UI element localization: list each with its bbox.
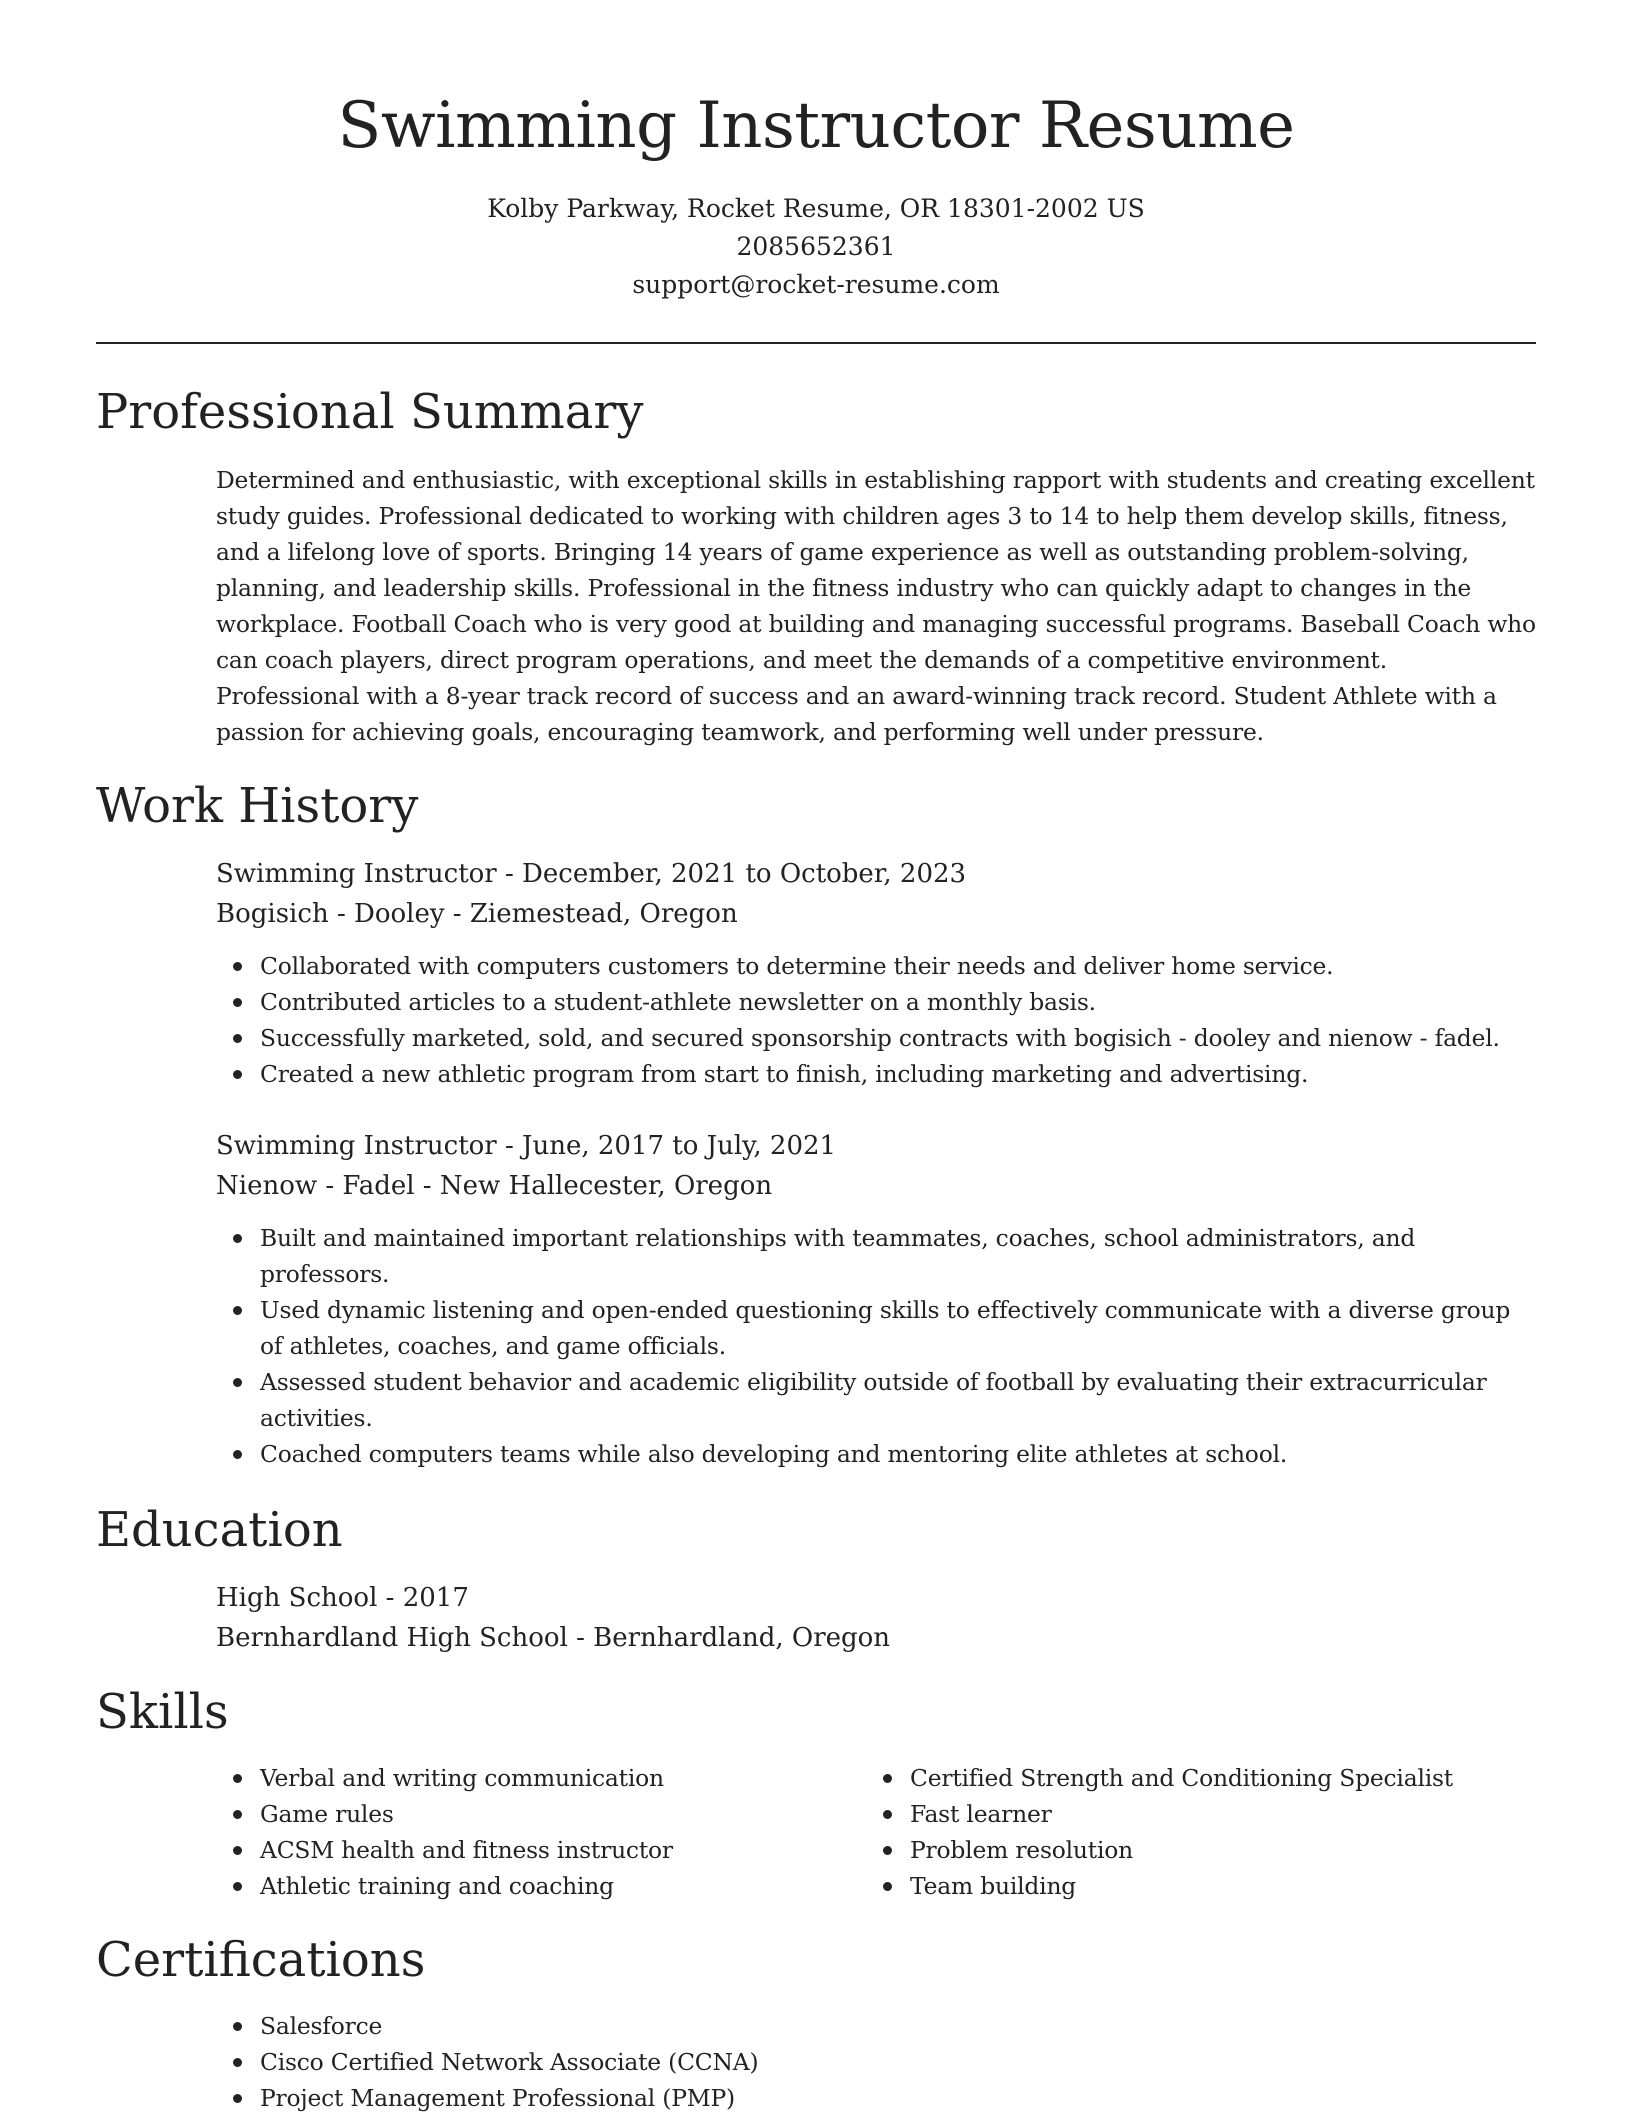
education-degree-line xyxy=(216,1578,1536,1618)
job-company: Nienow - Fadel xyxy=(216,1171,415,1201)
certification-item: Salesforce xyxy=(216,2008,1536,2044)
skill-item: ACSM health and fitness instructor xyxy=(216,1832,856,1868)
job-entry xyxy=(216,1126,1536,1206)
list-item: Built and maintained important relationships with teammates, coaches, school administrators, and professors. xyxy=(216,1220,1536,1292)
skill-item: Athletic training and coaching xyxy=(216,1868,856,1904)
education-year: - 2017 xyxy=(377,1583,469,1613)
list-item: Created a new athletic program from start to finish, including marketing and advertising. xyxy=(216,1056,1536,1092)
certifications-list xyxy=(216,2008,1536,2112)
job-location: - Ziemestead, Oregon xyxy=(444,899,738,929)
job-company-line xyxy=(216,1166,1536,1206)
skill-item: Team building xyxy=(866,1868,1536,1904)
skill-item: Verbal and writing communication xyxy=(216,1760,856,1796)
contact-phone: 2085652361 xyxy=(736,232,896,261)
job-title-line xyxy=(216,1126,1536,1166)
skill-item: Fast learner xyxy=(866,1796,1536,1832)
header-divider xyxy=(96,342,1536,344)
job-dates: - December, 2021 to October, 2023 xyxy=(496,859,967,889)
education-degree: High School xyxy=(216,1583,378,1613)
list-item: Collaborated with computers customers to determine their needs and deliver home service. xyxy=(216,948,1536,984)
certification-item: Cisco Certified Network Associate (CCNA) xyxy=(216,2044,1536,2080)
job-location: - New Hallecester, Oregon xyxy=(414,1171,773,1201)
job-bullets xyxy=(216,1220,1536,1472)
job-dates: - June, 2017 to July, 2021 xyxy=(496,1131,837,1161)
education-school-line xyxy=(216,1618,1536,1658)
contact-address: Kolby Parkway, Rocket Resume, OR 18301-2002 US xyxy=(487,194,1145,223)
contact-email: support@rocket-resume.com xyxy=(632,270,1000,299)
list-item: Contributed articles to a student-athlete newsletter on a monthly basis. xyxy=(216,984,1536,1020)
skill-item: Game rules xyxy=(216,1796,856,1832)
education-location: - Bernhardland, Oregon xyxy=(567,1623,891,1653)
skill-item: Certified Strength and Conditioning Specialist xyxy=(866,1760,1536,1796)
summary-section xyxy=(216,462,1536,750)
list-item: Coached computers teams while also developing and mentoring elite athletes at school. xyxy=(216,1436,1536,1472)
skill-item: Problem resolution xyxy=(866,1832,1536,1868)
job-title: Swimming Instructor xyxy=(216,859,497,889)
certification-item: Project Management Professional (PMP) xyxy=(216,2080,1536,2112)
resume-title: Swimming Instructor Resume xyxy=(337,89,1295,163)
list-item: Successfully marketed, sold, and secured sponsorship contracts with bogisich - dooley and nienow - fadel. xyxy=(216,1020,1536,1056)
education-heading: Education xyxy=(96,1502,343,1558)
skills-column-right xyxy=(866,1760,1536,1904)
skills-heading: Skills xyxy=(96,1684,229,1740)
list-item: Assessed student behavior and academic eligibility outside of football by evaluating their extracurricular activities. xyxy=(216,1364,1536,1436)
job-company-line xyxy=(216,894,1536,934)
education-entry xyxy=(216,1578,1536,1658)
job-company: Bogisich - Dooley xyxy=(216,899,445,929)
summary-text: Determined and enthusiastic, with exceptional skills in establishing rapport with students and creating excellent study guides. Professional dedicated to working with children ages 3 to 14 to help them develop skills, fitness, and a lifelong love of sports. Bringing 14 years of game experience as well as outstanding problem-solving, planning, and leadership skills. Professional in the fitness industry who can quickly adapt to changes in the workplace. Football Coach who is very good at building and managing successful programs. Baseball Coach who can coach players, direct program operations, and meet the demands of a competitive environment. Professional with a 8-year track record of success and an award-winning track record. Student Athlete with a passion for achieving goals, encouraging teamwork, and performing well under pressure. xyxy=(216,466,1536,746)
contact-info xyxy=(96,190,1536,304)
education-school: Bernhardland High School xyxy=(216,1623,568,1653)
skills-column-left xyxy=(216,1760,856,1904)
job-title: Swimming Instructor xyxy=(216,1131,497,1161)
summary-heading: Professional Summary xyxy=(96,384,644,440)
job-bullets xyxy=(216,948,1536,1092)
resume-header xyxy=(96,84,1536,304)
job-entry xyxy=(216,854,1536,934)
job-title-line xyxy=(216,854,1536,894)
work-history-heading: Work History xyxy=(96,778,419,834)
certifications-heading: Certifications xyxy=(96,1932,426,1988)
list-item: Used dynamic listening and open-ended questioning skills to effectively communicate with a diverse group of athletes, coaches, and game officials. xyxy=(216,1292,1536,1364)
